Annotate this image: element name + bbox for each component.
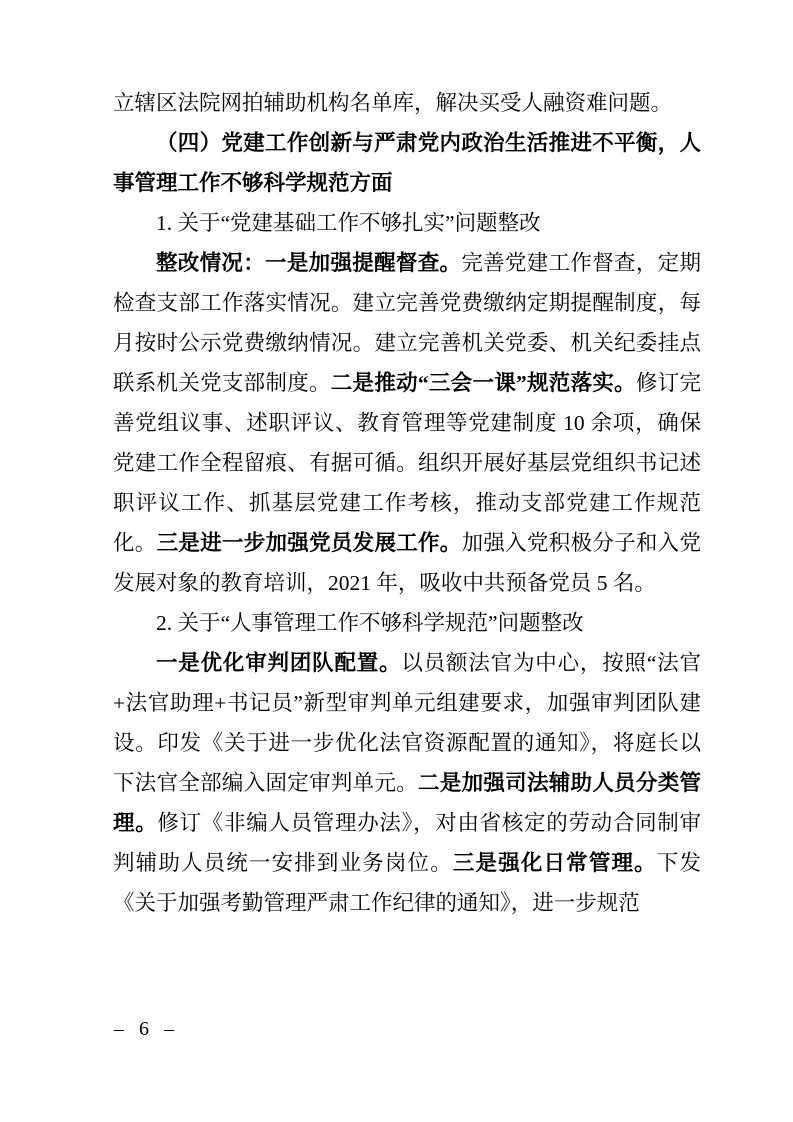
text-run: 加强入党积极分子和入党发展对象的教育培训，2021 年，吸收中共预备党员 5 名。 [113,531,701,595]
text-run: 1. 关于“党建基础工作不够扎实”问题整改 [156,211,541,235]
emphasis-run: 整改情况：一是加强提醒督查。 [156,251,462,275]
page-footer [114,1014,179,1044]
subsection-heading-2 [113,603,701,643]
text-run: 下发《关于加强考勤管理严肃工作纪律的通知》，进一步规范 [113,851,701,915]
emphasis-run: 一是优化审判团队配置。 [156,651,402,675]
text-run: 完善党建工作督查，定期检查支部工作落实情况。建立完善党费缴纳定期提醒制度，每月按时公示党费缴纳情况。建立完善机关党委、机关纪委挂点联系机关党支部制度。 [113,251,701,395]
subsection-heading-1 [113,203,701,243]
emphasis-run: 三是进一步加强党员发展工作。 [156,531,462,555]
rectification-paragraph-1 [113,243,701,603]
emphasis-run: 二是加强司法辅助人员分类管理。 [113,771,701,835]
emphasis-run: 二是推动“三会一课”规范落实。 [330,371,636,395]
emphasis-run: （四）党建工作创新与严肃党内政治生活推进不平衡，人事管理工作不够科学规范方面 [113,131,701,195]
rectification-paragraph-2 [113,643,701,923]
page-number: – 6 – [114,1018,179,1040]
text-run: 修订《非编人员管理办法》，对由省核定的劳动合同制审判辅助人员统一安排到业务岗位。 [113,811,701,875]
section-heading [113,123,701,203]
paragraph-continuation [113,83,701,123]
document-body [113,83,701,923]
text-run: 以员额法官为中心，按照“法官+法官助理+书记员”新型审判单元组建要求，加强审判团队建设。印发《关于进一步优化法官资源配置的通知》，将庭长以下法官全部编入固定审判单元。 [113,651,701,795]
text-run: 立辖区法院网拍辅助机构名单库，解决买受人融资难问题。 [113,91,673,115]
text-run: 2. 关于“人事管理工作不够科学规范”问题整改 [156,611,584,635]
emphasis-run: 三是强化日常管理。 [452,851,657,875]
text-run: 修订完善党组议事、述职评议、教育管理等党建制度 10 余项，确保党建工作全程留痕、有据可循。组织开展好基层党组织书记述职评议工作、抓基层党建工作考核，推动支部党建工作规范化。 [113,371,701,555]
